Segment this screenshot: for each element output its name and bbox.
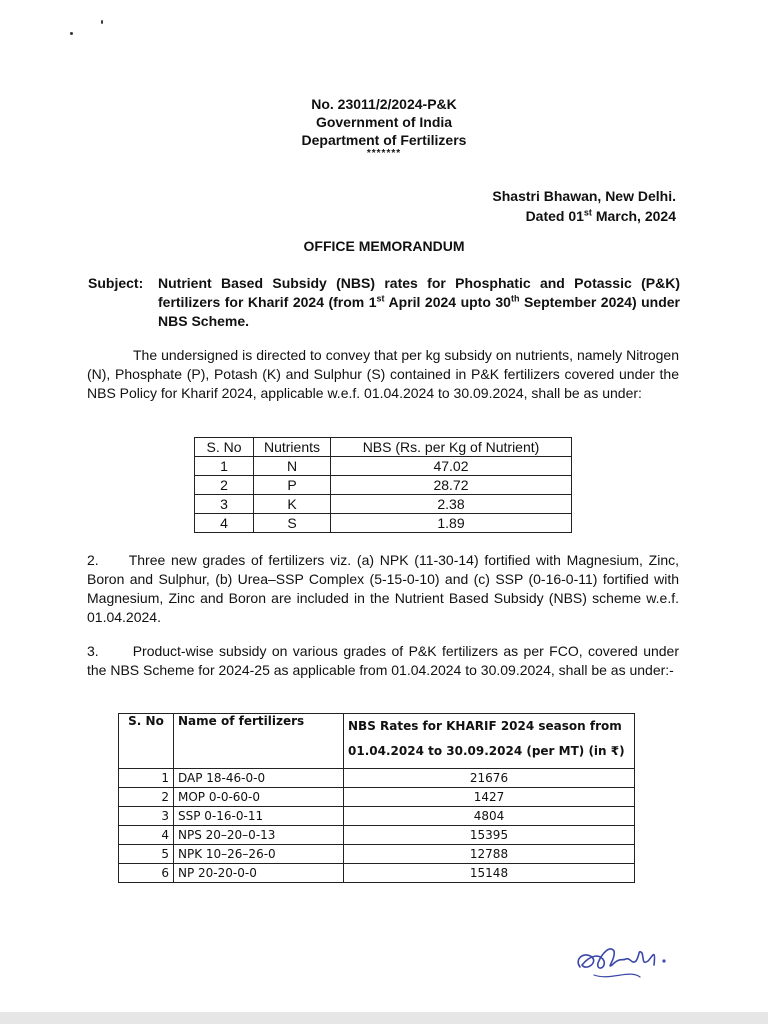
table-cell: 4 xyxy=(119,826,174,845)
paragraph-1: The undersigned is directed to convey that per kg subsidy on nutrients, namely Nitrogen (N), Phosphate (P), Potash (K) and Sulphur (S) contained in P&K fertilizers covered under the NBS Policy for Kharif 2024, applicable w.e.f. 01.04.2024 to 30.09.2024, shall be as under: xyxy=(87,347,679,401)
table-cell: 15148 xyxy=(344,864,635,883)
table-cell: P xyxy=(254,476,331,495)
handwritten-signature xyxy=(570,935,680,995)
letterhead xyxy=(0,95,768,159)
table-cell: 2 xyxy=(195,476,254,495)
column-header: S. No xyxy=(119,714,174,769)
file-number: No. 23011/2/2024-P&K xyxy=(311,96,457,112)
government-line: Government of India xyxy=(315,114,453,130)
place-date-block xyxy=(492,186,676,226)
table-cell: 47.02 xyxy=(331,457,572,476)
column-header: Nutrients xyxy=(254,438,331,457)
table-row xyxy=(119,845,635,864)
paragraph-3: 3. Product-wise subsidy on various grades of P&K fertilizers as per FCO, covered under the NBS Scheme for 2024-25 as applicable from 01.04.2024 to 30.09.2024, shall be as under:- xyxy=(87,643,679,678)
table-cell: 12788 xyxy=(344,845,635,864)
table-row xyxy=(119,807,635,826)
table-cell: NPS 20–20–0-13 xyxy=(174,826,344,845)
table-header-row xyxy=(119,714,635,769)
scan-speck xyxy=(70,32,73,35)
memo-title: OFFICE MEMORANDUM xyxy=(303,238,465,254)
column-header xyxy=(344,714,635,769)
scan-edge xyxy=(0,1012,768,1024)
table-cell: 5 xyxy=(119,845,174,864)
table-cell: 3 xyxy=(119,807,174,826)
table-cell: 15395 xyxy=(344,826,635,845)
table-row xyxy=(195,514,572,533)
table-cell: N xyxy=(254,457,331,476)
star-divider: ******* xyxy=(366,148,402,159)
header-line: NBS Rates for KHARIF 2024 season from xyxy=(348,719,622,733)
table-cell: 2 xyxy=(119,788,174,807)
table-cell: DAP 18-46-0-0 xyxy=(174,769,344,788)
table-cell: 6 xyxy=(119,864,174,883)
table-cell: 28.72 xyxy=(331,476,572,495)
table-row xyxy=(119,788,635,807)
column-header: S. No xyxy=(195,438,254,457)
table-cell: NP 20-20-0-0 xyxy=(174,864,344,883)
table-cell: MOP 0-0-60-0 xyxy=(174,788,344,807)
table-row xyxy=(195,457,572,476)
column-header: NBS (Rs. per Kg of Nutrient) xyxy=(331,438,572,457)
table-row xyxy=(119,864,635,883)
table-cell: 3 xyxy=(195,495,254,514)
table-cell: 4 xyxy=(195,514,254,533)
paragraph-number: 3. xyxy=(87,643,99,659)
table-row xyxy=(195,476,572,495)
table-cell: SSP 0-16-0-11 xyxy=(174,807,344,826)
table-cell: 1427 xyxy=(344,788,635,807)
date: Dated 01st March, 2024 xyxy=(525,207,676,224)
table-header-row xyxy=(195,438,572,457)
table-cell: 21676 xyxy=(344,769,635,788)
paragraph-number: 2. xyxy=(87,552,99,568)
table-cell: 1.89 xyxy=(331,514,572,533)
scan-speck xyxy=(101,20,103,24)
table-cell: 4804 xyxy=(344,807,635,826)
column-header: Name of fertilizers xyxy=(174,714,344,769)
table-row xyxy=(119,769,635,788)
table-row xyxy=(119,826,635,845)
table-cell: 1 xyxy=(195,457,254,476)
table-cell: K xyxy=(254,495,331,514)
table-row xyxy=(195,495,572,514)
place: Shastri Bhawan, New Delhi. xyxy=(492,188,676,204)
department-line: Department of Fertilizers xyxy=(301,132,467,148)
paragraph-2: 2. Three new grades of fertilizers viz. (a) NPK (11-30-14) fortified with Magnesium, Zinc, Boron and Sulphur, (b) Urea–SSP Complex (5-15-0-10) and (c) SSP (0-16-0-11) fortified with Magnesium, Zinc and Boron are included in the Nutrient Based Subsidy (NBS) scheme w.e.f. 01.04.2024. xyxy=(87,552,679,625)
nutrient-subsidy-table xyxy=(194,437,572,533)
table-cell: 1 xyxy=(119,769,174,788)
product-subsidy-table xyxy=(118,713,635,883)
subject-block xyxy=(88,274,680,332)
header-line: 01.04.2024 to 30.09.2024 (per MT) (in ₹) xyxy=(348,744,625,758)
table-cell: NPK 10–26–26-0 xyxy=(174,845,344,864)
subject-label: Subject: xyxy=(88,275,144,291)
table-cell: 2.38 xyxy=(331,495,572,514)
subject-text: Nutrient Based Subsidy (NBS) rates for Phosphatic and Potassic (P&K) fertilizers for Kharif 2024 (from 1st April 2024 upto 30th September 2024) under NBS Scheme. xyxy=(158,275,680,329)
table-cell: S xyxy=(254,514,331,533)
